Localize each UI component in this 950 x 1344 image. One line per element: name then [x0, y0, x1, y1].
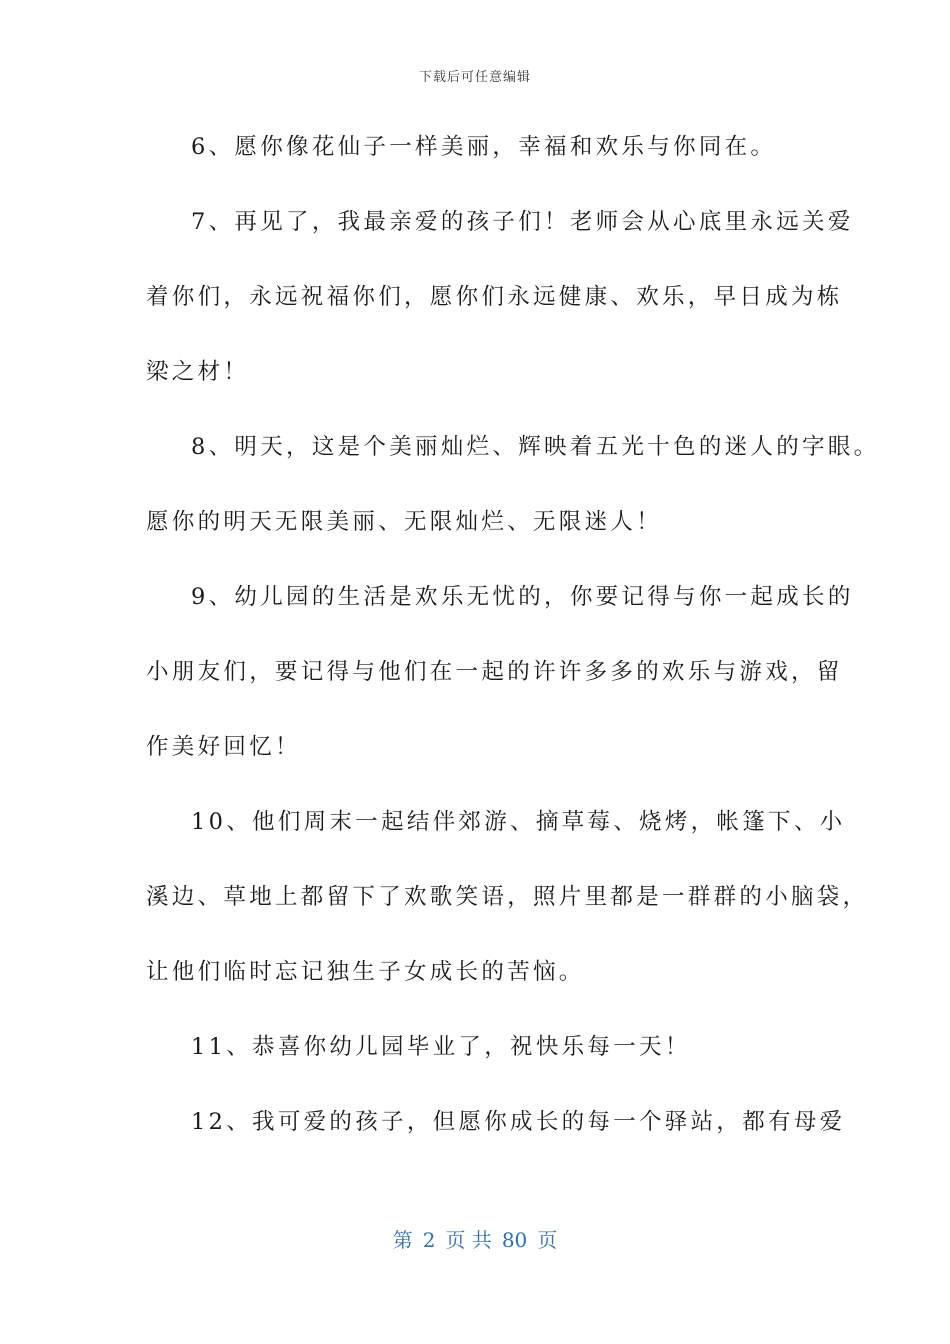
- body-line: 12、我可爱的孩子，但愿你成长的每一个驿站，都有母爱: [191, 1109, 846, 1135]
- body-line: 作美好回忆！: [146, 734, 301, 760]
- footer-prefix: 第: [392, 1228, 413, 1252]
- footer-total-pages: 80: [501, 1228, 528, 1252]
- body-line: 溪边、草地上都留下了欢歌笑语，照片里都是一群群的小脑袋，: [146, 884, 869, 910]
- body-line: 9、幼儿园的生活是欢乐无忧的，你要记得与你一起成长的: [191, 584, 854, 610]
- document-body: [146, 122, 880, 1172]
- body-line: 11、恭喜你幼儿园毕业了，祝快乐每一天！: [191, 1034, 691, 1060]
- body-line: 7、再见了，我最亲爱的孩子们！老师会从心底里永远关爱: [191, 209, 854, 235]
- body-line: 梁之材！: [146, 359, 250, 385]
- body-line: 8、明天，这是个美丽灿烂、辉映着五光十色的迷人的字眼。: [191, 434, 880, 460]
- body-line: 让他们临时忘记独生子女成长的苦恼。: [146, 959, 585, 985]
- body-line: 小朋友们，要记得与他们在一起的许许多多的欢乐与游戏，留: [146, 659, 843, 685]
- body-line: 6、愿你像花仙子一样美丽，幸福和欢乐与你同在。: [191, 134, 777, 160]
- footer-middle: 页 共: [445, 1228, 492, 1252]
- page-header-note: 下载后可任意编辑: [418, 70, 531, 85]
- body-line: 着你们，永远祝福你们，愿你们永远健康、欢乐，早日成为栋: [146, 284, 843, 310]
- body-line: 10、他们周末一起结伴郊游、摘草莓、烧烤，帐篷下、小: [191, 809, 846, 835]
- body-line: 愿你的明天无限美丽、无限灿烂、无限迷人！: [146, 509, 663, 535]
- footer-suffix: 页: [537, 1228, 558, 1252]
- page-number-footer: [0, 1224, 950, 1253]
- footer-current-page: 2: [422, 1228, 436, 1252]
